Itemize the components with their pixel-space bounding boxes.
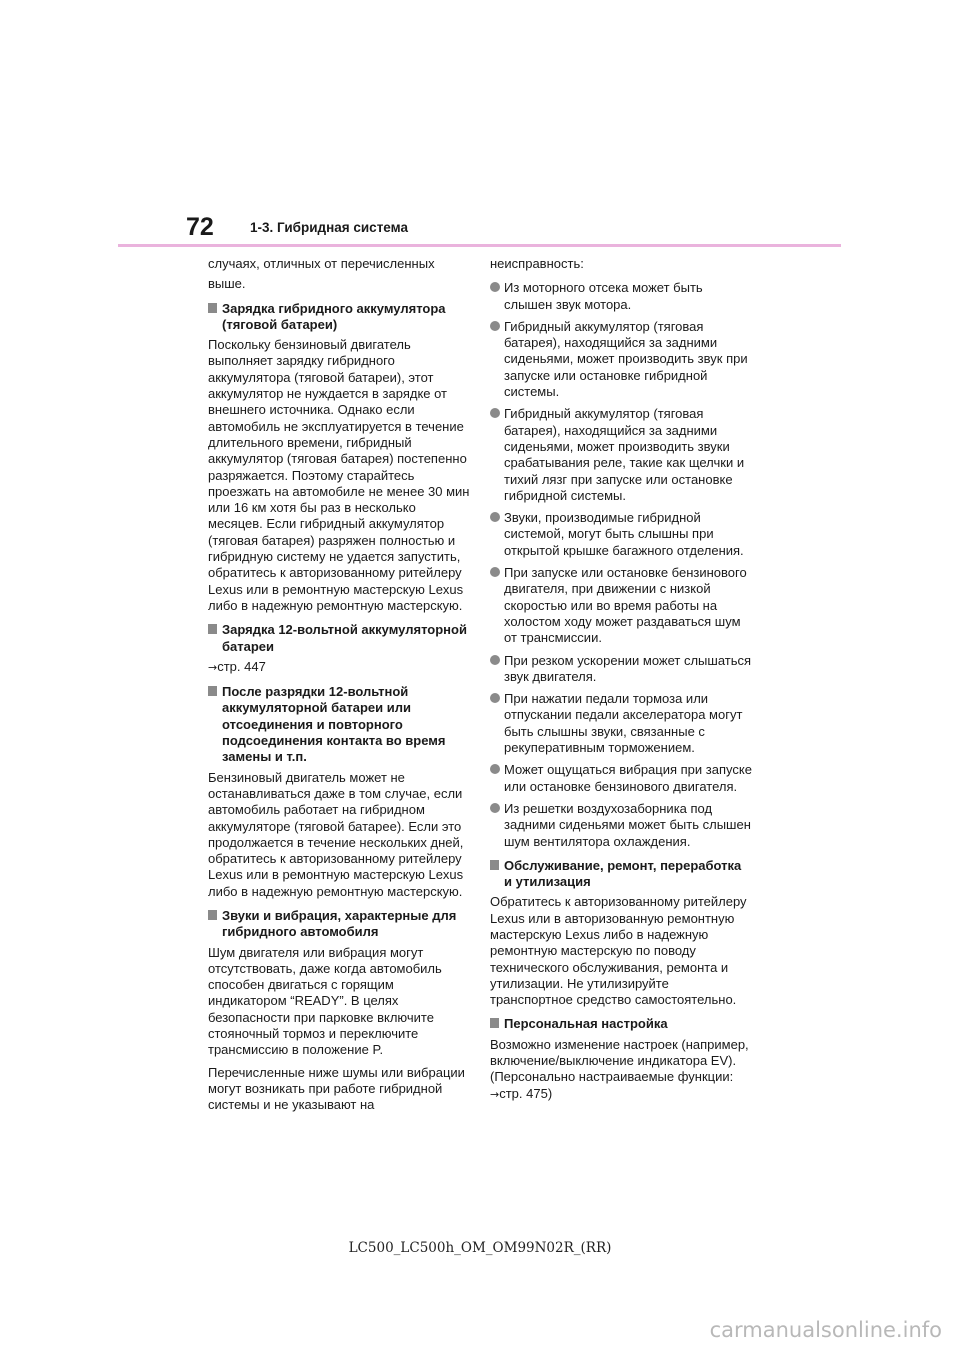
- header-rule: [118, 244, 841, 247]
- list-item: [490, 762, 752, 795]
- list-item-text: Может ощущаться вибрация при запуске или остановке бензинового двигателя.: [504, 762, 752, 794]
- round-bullet-icon: [490, 512, 500, 522]
- arrow-right-icon: →: [208, 660, 218, 674]
- heading-hybrid-battery-charging: [208, 301, 470, 334]
- list-item: [490, 565, 752, 646]
- round-bullet-icon: [490, 567, 500, 577]
- list-item: [490, 801, 752, 850]
- list-item: [490, 406, 752, 504]
- heading-12v-battery-charging: [208, 622, 470, 655]
- page-reference: [490, 1086, 752, 1103]
- page-reference-link[interactable]: стр. 447: [217, 658, 266, 674]
- section-title: 1-3. Гибридная система: [250, 220, 408, 235]
- list-item-text: Из решетки воздухозаборника под задними сиденьями может быть слышен шум вентилятора охлаждения.: [504, 800, 751, 849]
- paragraph-sounds-vibration-1: Шум двигателя или вибрация могут отсутствовать, даже когда автомобиль способен двигаться с горящим индикатором “READY”. В целях безопасности при парковке включите стояночный тормоз и переключите трансмиссию в положение P.: [208, 944, 442, 1058]
- round-bullet-icon: [490, 321, 500, 331]
- square-bullet-icon: [208, 686, 217, 696]
- intro-line-2: выше.: [208, 276, 246, 292]
- square-bullet-icon: [208, 303, 217, 313]
- paragraph-sounds-vibration-2: Перечисленные ниже шумы или вибрации могут возникать при работе гибридной системы и не указывают на: [208, 1064, 465, 1113]
- round-bullet-icon: [490, 693, 500, 703]
- page-reference: [208, 659, 470, 676]
- page-number: 72: [186, 213, 214, 241]
- round-bullet-icon: [490, 408, 500, 418]
- list-item: [490, 691, 752, 756]
- left-column: [208, 256, 470, 1120]
- list-item: [490, 510, 752, 559]
- list-item: [490, 280, 752, 313]
- list-item-text: При резком ускорении может слышаться звук двигателя.: [504, 652, 752, 684]
- heading-sounds-vibration: [208, 908, 470, 941]
- intro-line-1: случаях, отличных от перечисленных: [208, 256, 435, 271]
- round-bullet-icon: [490, 803, 500, 813]
- right-column: [490, 256, 752, 1109]
- heading-customization: [490, 1016, 752, 1032]
- continuation-text: неисправность:: [490, 256, 584, 271]
- paragraph-customization: Возможно изменение настроек (например, включение/выключение индикатора EV). (Персонально настраиваемые функции:: [490, 1036, 749, 1085]
- square-bullet-icon: [208, 624, 217, 634]
- list-item-text: Гибридный аккумулятор (тяговая батарея), находящийся за задними сиденьями, может производить звук при запуске или остановке гибридной системы.: [504, 318, 748, 400]
- round-bullet-icon: [490, 764, 500, 774]
- list-item-text: При нажатии педали тормоза или отпускании педали акселератора могут быть слышны звуки, связанные с рекуперативным торможением.: [504, 691, 743, 756]
- list-item-text: При запуске или остановке бензинового двигателя, при движении с низкой скоростью или во время работы на холостом ходу может раздаваться шум от трансмиссии.: [504, 565, 747, 646]
- heading-text: Персональная настройка: [504, 1016, 668, 1032]
- watermark: carmanualsonline.info: [709, 1318, 942, 1342]
- heading-maintenance-disposal: [490, 858, 752, 891]
- list-item: [490, 319, 752, 400]
- list-item-text: Звуки, производимые гибридной системой, могут быть слышны при открытой крышке багажного отделения.: [504, 510, 744, 558]
- heading-text: Обслуживание, ремонт, переработка и утилизация: [504, 857, 742, 890]
- square-bullet-icon: [490, 860, 499, 870]
- list-item-text: Гибридный аккумулятор (тяговая батарея), находящийся за задними сиденьями, может производить звуки срабатывания реле, такие как щелчки и тихий лязг при запуске или остановке гибридной системы.: [504, 406, 745, 503]
- paragraph-maintenance-disposal: Обратитесь к авторизованному ритейлеру Lexus или в авторизованную ремонтную мастерскую Lexus либо в надежную ремонтную мастерскую по поводу технического обслуживания, ремонта и утилизации. Не утилизируйте транспортное средство самостоятельно.: [490, 894, 747, 1008]
- square-bullet-icon: [208, 910, 217, 920]
- heading-after-12v-discharge: [208, 684, 470, 765]
- heading-text: Зарядка 12-вольтной аккумуляторной батареи: [222, 622, 467, 654]
- round-bullet-icon: [490, 655, 500, 665]
- footer-document-code: LC500_LC500h_OM_OM99N02R_(RR): [348, 1240, 612, 1256]
- paragraph-after-12v-discharge: Бензиновый двигатель может не останавливаться даже в том случае, если автомобиль работает на гибридном аккумуляторе (тяговой батарее). Если это продолжается в течение нескольких дней, обратитесь к авторизованному ритейлеру Lexus или в ремонтную мастерскую Lexus либо в надежную ремонтную мастерскую.: [208, 769, 464, 899]
- arrow-right-icon: →: [490, 1087, 500, 1101]
- paragraph-hybrid-battery-charging: Поскольку бензиновый двигатель выполняет зарядку гибридного аккумулятора (тяговой батареи), этот аккумулятор не нуждается в зарядке от внешнего источника. Однако если автомобиль не эксплуатируется в течение длительного времени, гибридный аккумулятор (тяговая батарея) постепенно разряжается. Поэтому старайтесь проезжать на автомобиле не менее 30 мин или 16 км хотя бы раз в несколько месяцев. Если гибридный аккумулятор (тяговая батарея) разряжен полностью и гибридную систему не удается запустить, обратитесь к авторизованному ритейлеру Lexus или в ремонтную мастерскую Lexus либо в надежную ремонтную мастерскую.: [208, 337, 470, 613]
- heading-text: Зарядка гибридного аккумулятора (тяговой батареи): [222, 300, 446, 332]
- list-item-text: Из моторного отсека может быть слышен звук мотора.: [504, 280, 703, 312]
- heading-text: После разрядки 12-вольтной аккумуляторной батареи или отсоединения и повторного подсоединения контакта во время замены и т.п.: [222, 684, 446, 765]
- heading-text: Звуки и вибрация, характерные для гибридного автомобиля: [222, 907, 457, 940]
- list-item: [490, 653, 752, 686]
- page-reference-link[interactable]: стр. 475): [499, 1085, 553, 1101]
- round-bullet-icon: [490, 282, 500, 292]
- square-bullet-icon: [490, 1018, 499, 1028]
